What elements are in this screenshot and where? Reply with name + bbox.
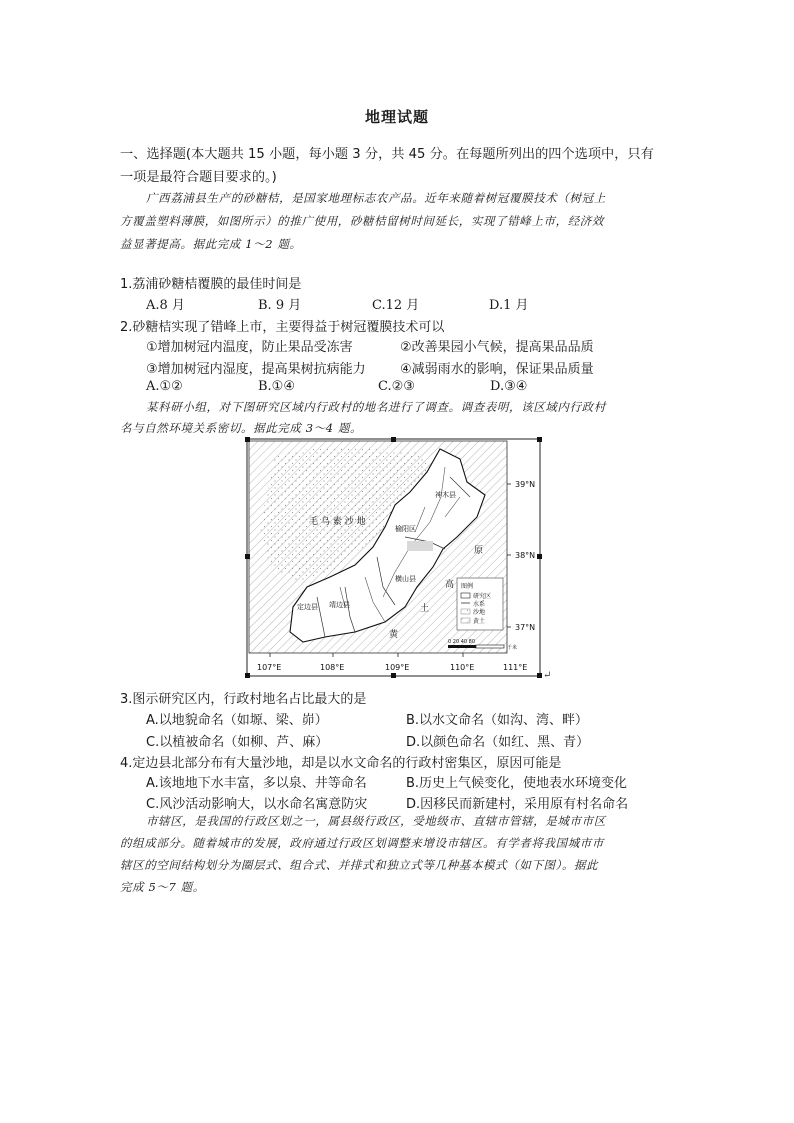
- passage3-line4: 完成 5～7 题。: [120, 880, 205, 894]
- label-tu: 土: [420, 604, 430, 614]
- passage1-line1: 广西荔浦县生产的砂糖桔，是国家地理标志农产品。近年来随着树冠覆膜技术（树冠上: [146, 191, 606, 205]
- label-jingbian: 靖边县: [329, 601, 350, 609]
- lon-label-111: 111°E: [503, 663, 528, 672]
- lat-label-39: 39°N: [515, 480, 536, 489]
- section-heading-line2: 一项是最符合题目要求的。): [120, 170, 277, 185]
- blurred-label: [407, 541, 433, 551]
- label-dingbian: 定边县: [297, 603, 318, 611]
- q4-option-a: A.该地地下水丰富，多以泉、井等命名: [146, 776, 367, 791]
- q2-option-b: B.①④: [258, 379, 295, 394]
- q3-option-a: A.以地貌命名（如塬、梁、峁）: [146, 713, 328, 728]
- q4-option-c: C.风沙活动影响大，以水命名寓意防灾: [146, 797, 368, 812]
- label-yuyang: 榆阳区: [395, 525, 416, 533]
- passage1-line2: 方覆盖塑料薄膜，如图所示）的推广使用，砂糖桔留树时间延长，实现了错峰上市，经济效: [120, 214, 604, 228]
- q1-option-a: A.8 月: [146, 298, 185, 313]
- lon-label-110: 110°E: [450, 663, 475, 672]
- label-hengshan: 横山县: [395, 575, 416, 583]
- q1-option-b: B. 9 月: [258, 298, 302, 313]
- q1-option-d: D.1 月: [489, 298, 529, 313]
- scale-bar-white: [476, 645, 504, 648]
- scale-text: 0 20 40 80: [448, 639, 476, 645]
- page-title: 地理试题: [364, 108, 429, 126]
- q2-option-c: C.②③: [378, 379, 415, 394]
- legend-sand: 沙地: [473, 609, 486, 616]
- q4-stem: 4.定边县北部分布有大量沙地，却是以水文命名的行政村密集区，原因可能是: [120, 756, 562, 771]
- label-gao: 高: [445, 580, 455, 590]
- lat-label-38: 38°N: [515, 551, 536, 560]
- legend-study: 研究区: [473, 593, 492, 600]
- q3-option-c: C.以植被命名（如柳、芦、麻）: [146, 735, 329, 750]
- q2-option-d: D.③④: [490, 379, 528, 394]
- lon-label-107: 107°E: [257, 663, 282, 672]
- q2-item-3: ③增加树冠内湿度，提高果树抗病能力: [146, 362, 366, 377]
- q3-option-d: D.以颜色命名（如红、黑、青）: [406, 735, 590, 750]
- label-yuan: 原: [474, 546, 484, 556]
- q2-item-1: ①增加树冠内温度，防止果品受冻害: [146, 340, 353, 355]
- q2-stem: 2.砂糖桔实现了错峰上市，主要得益于树冠覆膜技术可以: [120, 320, 445, 335]
- lat-label-37: 37°N: [515, 623, 536, 632]
- q2-item-4: ④减弱雨水的影响，保证果品质量: [400, 362, 594, 377]
- legend-swatch-study: [461, 593, 470, 598]
- label-shenmu: 神木县: [435, 491, 456, 499]
- passage3-line2: 的组成部分。随着城市的发展，政府通过行政区划调整来增设市辖区。有学者将我国城市市: [120, 836, 604, 850]
- lon-label-108: 108°E: [320, 663, 345, 672]
- paragraph-mark-icon: ↵: [543, 670, 552, 681]
- legend-swatch-loess: [461, 618, 470, 623]
- q4-option-d: D.因移民而新建村，采用原有村名命名: [406, 797, 629, 812]
- legend-swatch-sand: [461, 609, 470, 614]
- passage2-line1: 某科研小组，对下图研究区域内行政村的地名进行了调查。调查表明，该区域内行政村: [146, 400, 606, 414]
- scale-unit: 千米: [507, 645, 518, 651]
- passage3-line3: 辖区的空间结构划分为圈层式、组合式、并排式和独立式等几种基本模式（如下图）。据此: [120, 858, 599, 872]
- q1-stem: 1.荔浦砂糖桔覆膜的最佳时间是: [120, 277, 302, 292]
- legend-loess: 黄土: [473, 618, 486, 625]
- q3-option-b: B.以水文命名（如沟、湾、畔）: [406, 713, 589, 728]
- study-area-map: [245, 437, 542, 678]
- q2-option-a: A.①②: [146, 379, 183, 394]
- label-maowusu: 毛 乌 素 沙 地: [309, 517, 366, 527]
- scale-bar: [448, 645, 476, 648]
- map-svg: [245, 437, 542, 678]
- q3-stem: 3.图示研究区内，行政村地名占比最大的是: [120, 692, 367, 707]
- q2-item-2: ②改善果园小气候，提高果品品质: [400, 340, 594, 355]
- q1-option-c: C.12 月: [372, 298, 420, 313]
- legend-title: 图例: [461, 583, 474, 590]
- lon-label-109: 109°E: [385, 663, 410, 672]
- passage2-line2: 名与自然环境关系密切。据此完成 3～4 题。: [120, 421, 363, 435]
- label-huang: 黄: [389, 630, 399, 640]
- passage1-line3: 益显著提高。据此完成 1～2 题。: [120, 237, 302, 251]
- q4-option-b: B.历史上气候变化，使地表水环境变化: [406, 776, 628, 791]
- section-heading-line1: 一、选择题(本大题共 15 小题，每小题 3 分，共 45 分。在每题所列出的四个选项中，只有: [120, 147, 654, 162]
- passage3-line1: 市辖区，是我国的行政区划之一，属县级行政区，受地级市、直辖市管辖，是城市市区: [146, 814, 606, 828]
- legend-river: 水系: [473, 601, 486, 608]
